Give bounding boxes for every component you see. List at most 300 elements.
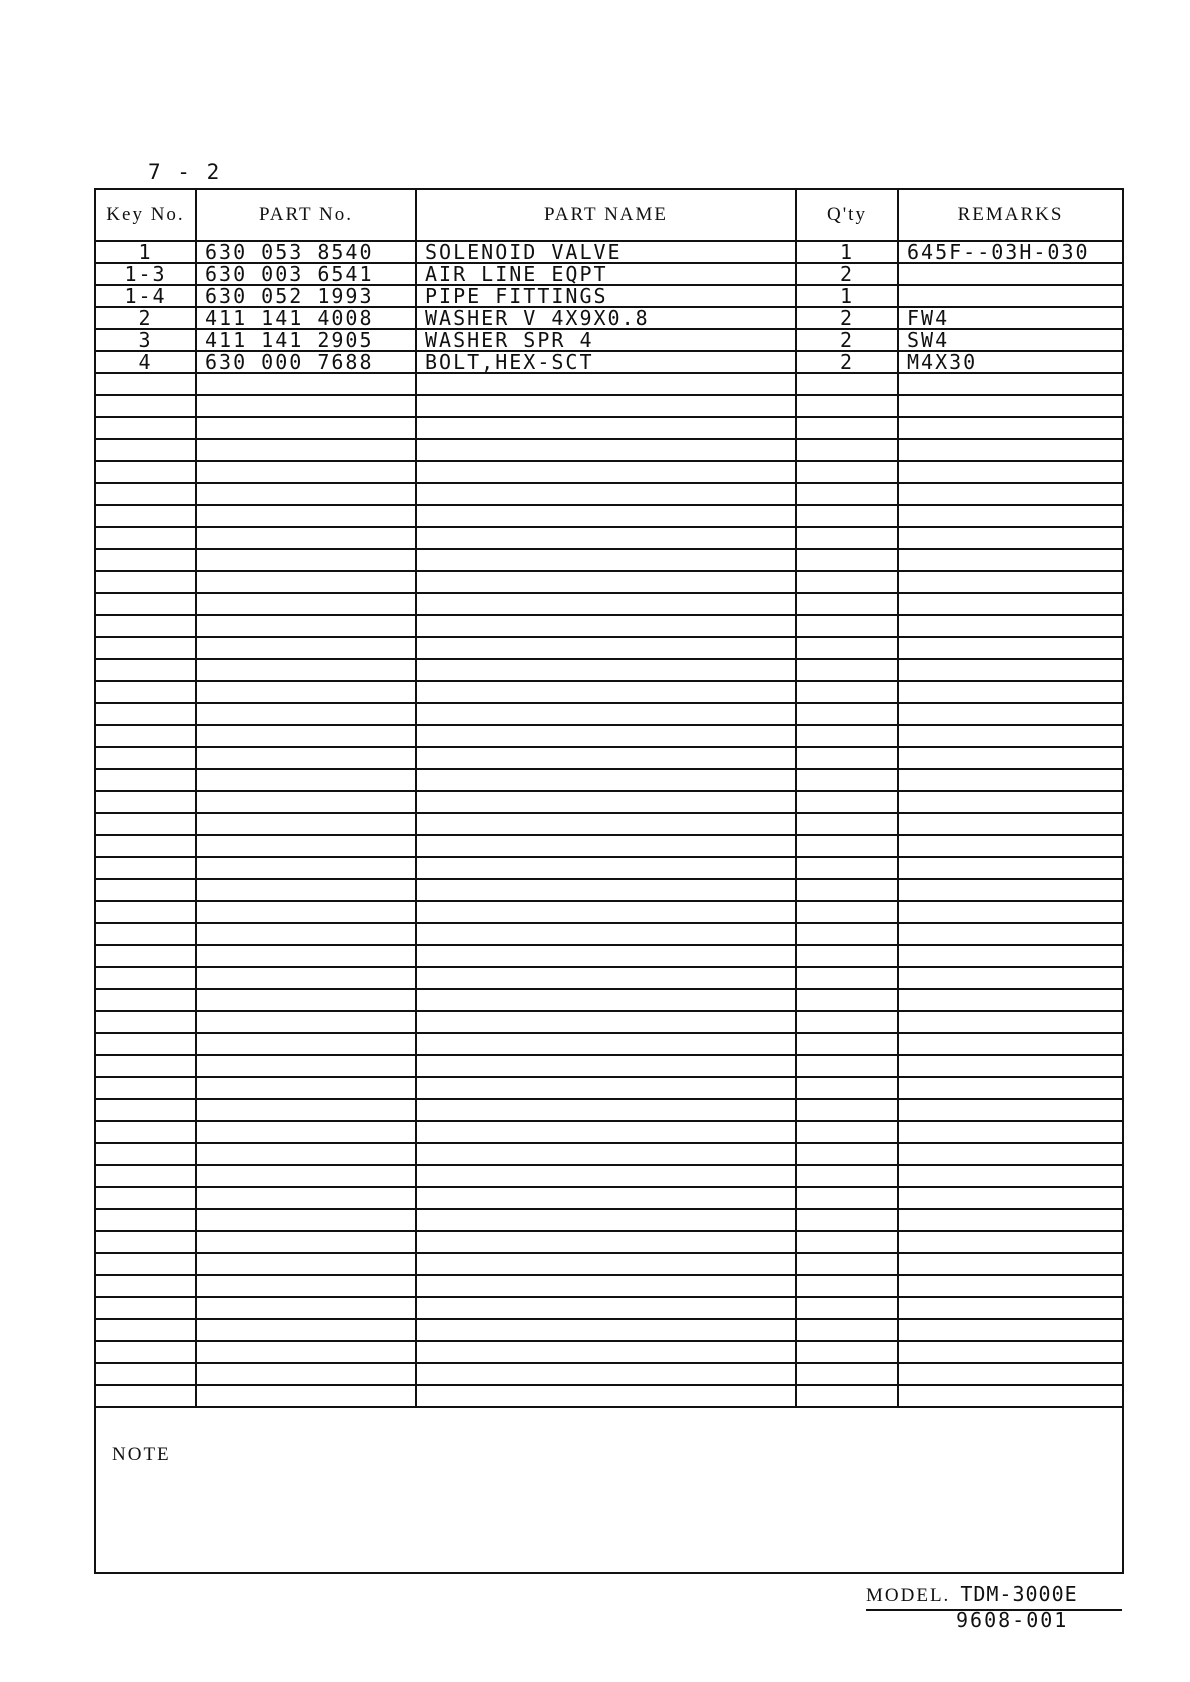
cell-part-name <box>416 549 796 571</box>
cell-part-name <box>416 637 796 659</box>
cell-qty <box>796 1363 898 1385</box>
table-row <box>96 879 1122 901</box>
cell-part-no: 411 141 4008 <box>196 307 416 329</box>
cell-part-name <box>416 571 796 593</box>
cell-qty <box>796 417 898 439</box>
cell-qty <box>796 769 898 791</box>
cell-remarks <box>898 263 1122 285</box>
table-row <box>96 747 1122 769</box>
cell-key-no <box>96 967 196 989</box>
cell-qty <box>796 461 898 483</box>
cell-qty <box>796 791 898 813</box>
table-row <box>96 967 1122 989</box>
cell-remarks <box>898 1363 1122 1385</box>
cell-part-name <box>416 1055 796 1077</box>
cell-part-name <box>416 527 796 549</box>
cell-part-name <box>416 615 796 637</box>
cell-key-no <box>96 1319 196 1341</box>
table-row <box>96 1363 1122 1385</box>
cell-key-no <box>96 1033 196 1055</box>
cell-remarks <box>898 1077 1122 1099</box>
cell-remarks <box>898 1231 1122 1253</box>
cell-part-no <box>196 1099 416 1121</box>
parts-list-sheet <box>94 188 1124 1574</box>
cell-remarks <box>898 791 1122 813</box>
cell-key-no <box>96 395 196 417</box>
cell-qty <box>796 1011 898 1033</box>
cell-remarks <box>898 637 1122 659</box>
cell-key-no <box>96 791 196 813</box>
table-row <box>96 945 1122 967</box>
table-row <box>96 461 1122 483</box>
cell-qty <box>796 879 898 901</box>
cell-part-name <box>416 1143 796 1165</box>
cell-key-no: 4 <box>96 351 196 373</box>
cell-qty <box>796 1319 898 1341</box>
table-row <box>96 1275 1122 1297</box>
cell-part-name: SOLENOID VALVE <box>416 241 796 263</box>
cell-qty <box>796 1209 898 1231</box>
cell-part-no <box>196 901 416 923</box>
cell-part-no <box>196 747 416 769</box>
cell-key-no <box>96 1385 196 1407</box>
cell-part-name <box>416 461 796 483</box>
table-row <box>96 1121 1122 1143</box>
table-row <box>96 1055 1122 1077</box>
cell-key-no <box>96 1055 196 1077</box>
table-row <box>96 725 1122 747</box>
cell-key-no: 1-4 <box>96 285 196 307</box>
cell-part-no <box>196 879 416 901</box>
table-row <box>96 989 1122 1011</box>
table-row <box>96 1165 1122 1187</box>
cell-part-no <box>196 857 416 879</box>
cell-part-name <box>416 1077 796 1099</box>
cell-part-no: 630 052 1993 <box>196 285 416 307</box>
cell-part-no <box>196 1297 416 1319</box>
cell-part-no <box>196 1121 416 1143</box>
cell-qty <box>796 1143 898 1165</box>
cell-remarks <box>898 505 1122 527</box>
cell-key-no <box>96 373 196 395</box>
table-row <box>96 1187 1122 1209</box>
cell-key-no <box>96 417 196 439</box>
cell-part-no <box>196 945 416 967</box>
cell-part-name <box>416 1253 796 1275</box>
cell-remarks <box>898 439 1122 461</box>
cell-qty: 1 <box>796 285 898 307</box>
cell-part-no <box>196 439 416 461</box>
cell-key-no <box>96 1077 196 1099</box>
cell-remarks <box>898 923 1122 945</box>
table-row <box>96 263 1122 285</box>
cell-part-no <box>196 1011 416 1033</box>
cell-remarks <box>898 1297 1122 1319</box>
cell-key-no <box>96 461 196 483</box>
cell-remarks <box>898 1055 1122 1077</box>
cell-qty <box>796 835 898 857</box>
model-label: MODEL. <box>866 1585 951 1606</box>
cell-part-name <box>416 1099 796 1121</box>
table-row <box>96 593 1122 615</box>
table-row <box>96 637 1122 659</box>
table-row <box>96 615 1122 637</box>
cell-part-name <box>416 659 796 681</box>
cell-part-name <box>416 395 796 417</box>
cell-part-no <box>196 791 416 813</box>
cell-part-name: BOLT,HEX-SCT <box>416 351 796 373</box>
table-row <box>96 351 1122 373</box>
header-part-name: PART NAME <box>416 190 796 241</box>
cell-key-no <box>96 857 196 879</box>
cell-remarks <box>898 747 1122 769</box>
parts-table <box>96 190 1122 1408</box>
table-row <box>96 549 1122 571</box>
cell-part-name <box>416 483 796 505</box>
cell-remarks <box>898 659 1122 681</box>
cell-qty: 2 <box>796 329 898 351</box>
cell-qty <box>796 967 898 989</box>
cell-key-no: 1 <box>96 241 196 263</box>
cell-part-name <box>416 769 796 791</box>
cell-part-no <box>196 615 416 637</box>
cell-key-no <box>96 1363 196 1385</box>
cell-part-no: 630 000 7688 <box>196 351 416 373</box>
cell-key-no <box>96 659 196 681</box>
header-key-no: Key No. <box>96 190 196 241</box>
cell-key-no <box>96 505 196 527</box>
cell-qty <box>796 747 898 769</box>
cell-part-no <box>196 505 416 527</box>
cell-remarks <box>898 571 1122 593</box>
note-label: NOTE <box>112 1444 171 1465</box>
table-row <box>96 1231 1122 1253</box>
cell-qty <box>796 527 898 549</box>
cell-qty <box>796 505 898 527</box>
cell-key-no <box>96 637 196 659</box>
cell-remarks <box>898 1341 1122 1363</box>
table-row <box>96 791 1122 813</box>
cell-part-no <box>196 703 416 725</box>
cell-key-no <box>96 1275 196 1297</box>
cell-part-name <box>416 835 796 857</box>
cell-remarks <box>898 1275 1122 1297</box>
cell-key-no <box>96 989 196 1011</box>
cell-remarks <box>898 417 1122 439</box>
cell-remarks <box>898 373 1122 395</box>
cell-key-no <box>96 1165 196 1187</box>
cell-part-no <box>196 1143 416 1165</box>
cell-key-no <box>96 1011 196 1033</box>
document-code: 9608-001 <box>956 1608 1069 1632</box>
cell-part-name <box>416 1341 796 1363</box>
cell-key-no <box>96 1297 196 1319</box>
cell-part-name <box>416 813 796 835</box>
cell-part-no: 630 003 6541 <box>196 263 416 285</box>
table-row <box>96 1077 1122 1099</box>
cell-part-no <box>196 373 416 395</box>
table-row <box>96 1341 1122 1363</box>
cell-part-name: WASHER SPR 4 <box>416 329 796 351</box>
cell-key-no <box>96 813 196 835</box>
table-row <box>96 417 1122 439</box>
cell-part-name <box>416 1385 796 1407</box>
cell-qty <box>796 1385 898 1407</box>
cell-qty <box>796 1187 898 1209</box>
cell-key-no <box>96 593 196 615</box>
cell-qty <box>796 1077 898 1099</box>
cell-part-name <box>416 505 796 527</box>
cell-part-no <box>196 835 416 857</box>
cell-key-no <box>96 1099 196 1121</box>
table-body <box>96 241 1122 1407</box>
table-row <box>96 813 1122 835</box>
cell-part-name <box>416 1363 796 1385</box>
cell-qty <box>796 1297 898 1319</box>
table-row <box>96 1143 1122 1165</box>
table-header-row <box>96 190 1122 241</box>
cell-qty <box>796 439 898 461</box>
table-row <box>96 307 1122 329</box>
cell-remarks <box>898 527 1122 549</box>
table-row <box>96 1385 1122 1407</box>
header-part-no: PART No. <box>196 190 416 241</box>
cell-part-no <box>196 1033 416 1055</box>
cell-key-no <box>96 615 196 637</box>
cell-part-name <box>416 901 796 923</box>
cell-part-name: PIPE FITTINGS <box>416 285 796 307</box>
table-row <box>96 1099 1122 1121</box>
cell-part-no <box>196 1363 416 1385</box>
cell-part-no <box>196 659 416 681</box>
cell-qty: 2 <box>796 351 898 373</box>
cell-part-no <box>196 681 416 703</box>
cell-remarks <box>898 1143 1122 1165</box>
cell-remarks <box>898 1099 1122 1121</box>
table-row <box>96 241 1122 263</box>
table-row <box>96 1209 1122 1231</box>
cell-remarks <box>898 395 1122 417</box>
cell-key-no <box>96 901 196 923</box>
cell-key-no: 2 <box>96 307 196 329</box>
cell-part-no <box>196 1165 416 1187</box>
table-row <box>96 1253 1122 1275</box>
note-box <box>96 1436 1122 1572</box>
page-number: 7 - 2 <box>148 160 222 184</box>
cell-key-no <box>96 439 196 461</box>
cell-key-no <box>96 769 196 791</box>
cell-key-no <box>96 945 196 967</box>
cell-qty <box>796 1275 898 1297</box>
cell-part-name <box>416 857 796 879</box>
cell-part-no: 411 141 2905 <box>196 329 416 351</box>
cell-part-no <box>196 813 416 835</box>
cell-qty <box>796 373 898 395</box>
cell-part-name: WASHER V 4X9X0.8 <box>416 307 796 329</box>
cell-remarks <box>898 989 1122 1011</box>
table-row <box>96 923 1122 945</box>
model-value: TDM-3000E <box>960 1582 1078 1606</box>
cell-qty <box>796 923 898 945</box>
cell-qty <box>796 395 898 417</box>
cell-part-no <box>196 549 416 571</box>
cell-remarks: FW4 <box>898 307 1122 329</box>
cell-qty <box>796 1099 898 1121</box>
cell-qty <box>796 615 898 637</box>
cell-part-no <box>196 923 416 945</box>
cell-remarks <box>898 1033 1122 1055</box>
cell-remarks <box>898 703 1122 725</box>
table-row <box>96 439 1122 461</box>
cell-part-no <box>196 483 416 505</box>
cell-part-no <box>196 1341 416 1363</box>
cell-key-no <box>96 1121 196 1143</box>
table-row <box>96 329 1122 351</box>
cell-key-no <box>96 725 196 747</box>
cell-qty <box>796 1055 898 1077</box>
cell-remarks <box>898 593 1122 615</box>
table-row <box>96 659 1122 681</box>
cell-part-no <box>196 967 416 989</box>
table-row <box>96 483 1122 505</box>
cell-part-name <box>416 1165 796 1187</box>
cell-qty <box>796 901 898 923</box>
cell-remarks <box>898 285 1122 307</box>
cell-part-no <box>196 1253 416 1275</box>
cell-qty <box>796 637 898 659</box>
cell-remarks <box>898 1209 1122 1231</box>
cell-part-name <box>416 1187 796 1209</box>
cell-part-name <box>416 923 796 945</box>
cell-qty <box>796 1231 898 1253</box>
cell-qty <box>796 945 898 967</box>
cell-part-name <box>416 989 796 1011</box>
header-qty: Q'ty <box>796 190 898 241</box>
cell-part-name <box>416 725 796 747</box>
table-row <box>96 1011 1122 1033</box>
cell-key-no: 1-3 <box>96 263 196 285</box>
table-row <box>96 1033 1122 1055</box>
cell-remarks: SW4 <box>898 329 1122 351</box>
cell-qty: 2 <box>796 307 898 329</box>
cell-qty <box>796 659 898 681</box>
cell-part-name <box>416 1231 796 1253</box>
cell-key-no <box>96 835 196 857</box>
cell-part-no <box>196 1319 416 1341</box>
cell-qty <box>796 857 898 879</box>
cell-remarks <box>898 945 1122 967</box>
cell-part-name <box>416 593 796 615</box>
table-row <box>96 395 1122 417</box>
cell-key-no <box>96 1231 196 1253</box>
cell-part-no <box>196 1187 416 1209</box>
cell-key-no <box>96 571 196 593</box>
cell-remarks <box>898 813 1122 835</box>
cell-part-name <box>416 1121 796 1143</box>
cell-key-no <box>96 527 196 549</box>
cell-part-no <box>196 637 416 659</box>
cell-key-no <box>96 1253 196 1275</box>
cell-part-no <box>196 1385 416 1407</box>
cell-remarks <box>898 1187 1122 1209</box>
cell-part-name <box>416 703 796 725</box>
cell-part-no <box>196 1275 416 1297</box>
cell-part-no <box>196 1055 416 1077</box>
cell-part-name <box>416 791 796 813</box>
cell-qty: 2 <box>796 263 898 285</box>
cell-key-no <box>96 483 196 505</box>
cell-remarks <box>898 879 1122 901</box>
table-row <box>96 505 1122 527</box>
table-row <box>96 1319 1122 1341</box>
cell-qty <box>796 989 898 1011</box>
header-remarks: REMARKS <box>898 190 1122 241</box>
cell-remarks <box>898 549 1122 571</box>
cell-part-name: AIR LINE EQPT <box>416 263 796 285</box>
cell-qty <box>796 571 898 593</box>
cell-part-name <box>416 1297 796 1319</box>
cell-part-no <box>196 725 416 747</box>
cell-key-no <box>96 681 196 703</box>
cell-qty <box>796 725 898 747</box>
cell-remarks <box>898 615 1122 637</box>
cell-qty <box>796 813 898 835</box>
cell-key-no <box>96 747 196 769</box>
cell-part-name <box>416 1011 796 1033</box>
cell-key-no <box>96 879 196 901</box>
cell-qty <box>796 549 898 571</box>
cell-part-name <box>416 879 796 901</box>
cell-part-no <box>196 1077 416 1099</box>
cell-qty <box>796 681 898 703</box>
table-row <box>96 769 1122 791</box>
cell-qty: 1 <box>796 241 898 263</box>
cell-remarks <box>898 1011 1122 1033</box>
cell-part-name <box>416 1209 796 1231</box>
table-row <box>96 835 1122 857</box>
cell-part-no <box>196 989 416 1011</box>
cell-part-name <box>416 747 796 769</box>
cell-remarks: 645F--03H-030 <box>898 241 1122 263</box>
cell-part-no <box>196 1231 416 1253</box>
cell-key-no <box>96 923 196 945</box>
cell-remarks <box>898 461 1122 483</box>
cell-remarks <box>898 725 1122 747</box>
cell-part-no <box>196 395 416 417</box>
cell-part-no <box>196 417 416 439</box>
cell-remarks: M4X30 <box>898 351 1122 373</box>
cell-remarks <box>898 483 1122 505</box>
cell-part-no: 630 053 8540 <box>196 241 416 263</box>
cell-remarks <box>898 1165 1122 1187</box>
cell-part-name <box>416 1319 796 1341</box>
cell-part-no <box>196 769 416 791</box>
table-row <box>96 285 1122 307</box>
cell-key-no <box>96 549 196 571</box>
cell-qty <box>796 703 898 725</box>
table-row <box>96 571 1122 593</box>
cell-key-no: 3 <box>96 329 196 351</box>
cell-remarks <box>898 901 1122 923</box>
cell-part-name <box>416 1275 796 1297</box>
cell-key-no <box>96 703 196 725</box>
cell-part-no <box>196 527 416 549</box>
cell-key-no <box>96 1187 196 1209</box>
table-row <box>96 681 1122 703</box>
cell-remarks <box>898 769 1122 791</box>
cell-part-name <box>416 439 796 461</box>
cell-remarks <box>898 1121 1122 1143</box>
